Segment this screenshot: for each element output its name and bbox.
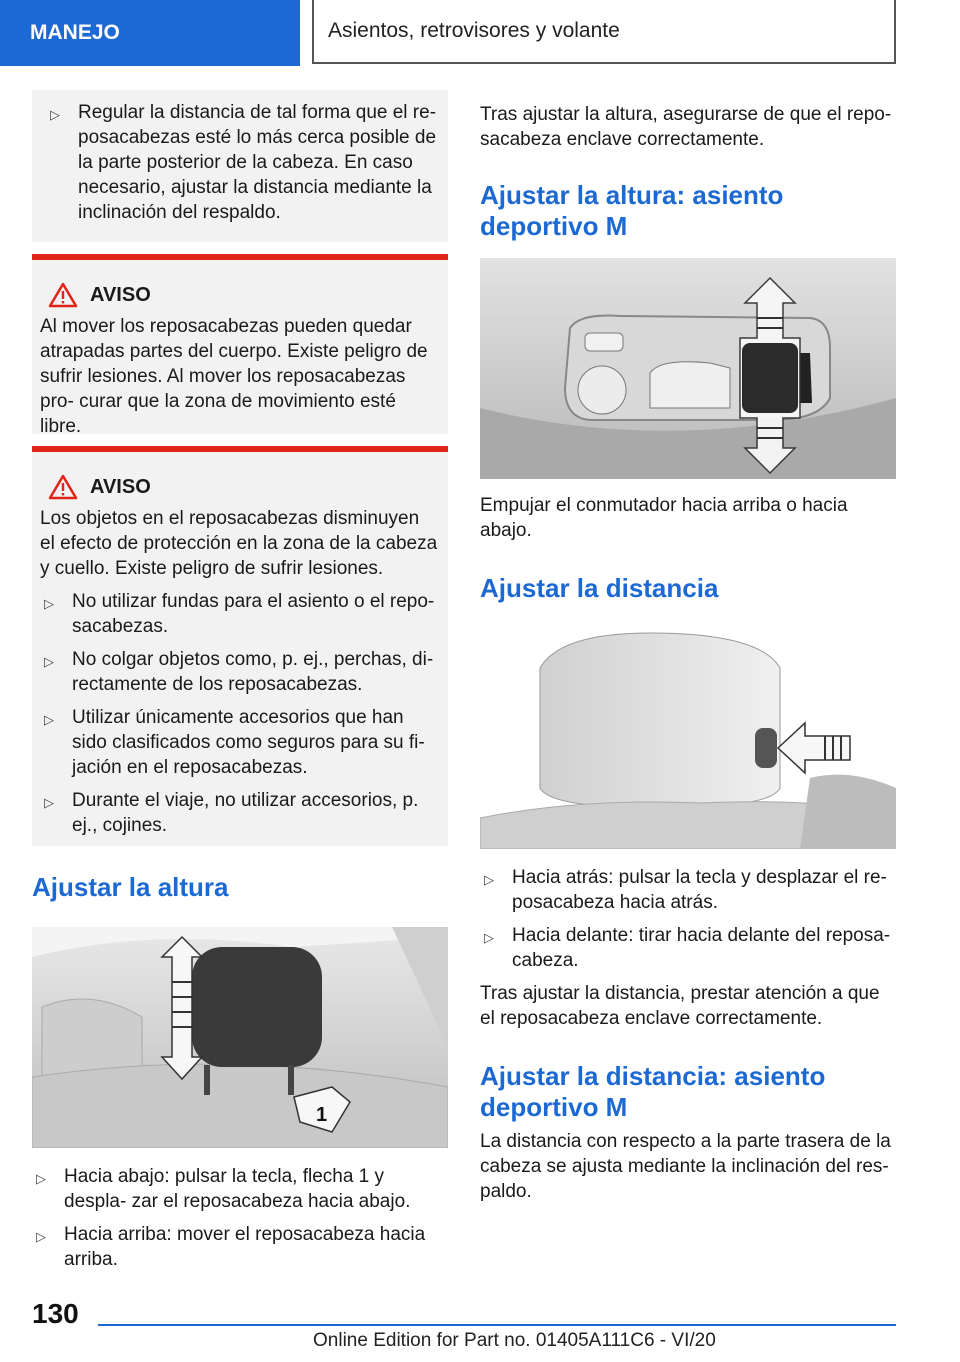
adjust-distance-box	[32, 90, 448, 242]
triangle-right-icon: ▷	[36, 1229, 46, 1244]
triangle-right-icon: ▷	[36, 1171, 46, 1186]
warning-text: Los objetos en el reposacabezas disminuyen el efecto de protección en la zona de la cabeza y cuello. Existe peligro de sufrir lesiones.	[40, 508, 438, 579]
sport-seat-switch-figure	[480, 258, 896, 479]
warning-triangle-icon	[48, 282, 78, 308]
warning-box-2	[32, 446, 448, 846]
warning-title: AVISO	[90, 283, 151, 306]
headrest-distance-illustration	[480, 628, 896, 849]
page-number: 130	[32, 1298, 79, 1329]
section-heading-sport-height: Ajustar la altura: asiento deportivo M	[480, 180, 784, 241]
headrest-distance-figure	[480, 628, 896, 849]
list-item: ▷ Regular la distancia de tal forma que el re‐ posacabezas esté lo más cerca posible de la parte posterior de la cabeza. En caso necesario, ajustar la distancia mediante la inclinación del respaldo.	[46, 100, 448, 225]
chapter-title-box	[312, 0, 896, 64]
distance-list	[480, 865, 896, 973]
list-item: ▷ Hacia delante: tirar hacia delante del reposa‐ cabeza.	[480, 923, 896, 973]
edition-text: Online Edition for Part no. 01405A111C6 - VI/20	[313, 1330, 716, 1351]
distance-note: Tras ajustar la distancia, prestar atención a que el reposacabeza enclave correctamente.	[480, 983, 880, 1029]
list-item: ▷ Hacia abajo: pulsar la tecla, flecha 1 y despla‐ zar el reposacabeza hacia abajo.	[32, 1164, 448, 1214]
sport-distance-text: La distancia con respecto a la parte trasera de la cabeza se ajusta mediante la inclinación del res‐ paldo.	[480, 1131, 891, 1202]
list-item: ▷ Hacia atrás: pulsar la tecla y desplazar el re‐ posacabeza hacia atrás.	[480, 865, 896, 915]
height-list	[32, 1164, 448, 1272]
triangle-right-icon: ▷	[44, 712, 54, 727]
triangle-right-icon: ▷	[484, 930, 494, 945]
section-title: MANEJO	[30, 21, 120, 44]
figure-callout-1: 1	[316, 1104, 328, 1126]
warning-title: AVISO	[90, 475, 151, 498]
triangle-right-icon: ▷	[44, 795, 54, 810]
warning-header	[40, 282, 438, 308]
section-heading-height: Ajustar la altura	[32, 872, 229, 902]
list-item: ▷ Utilizar únicamente accesorios que han sido clasificados como seguros para su fi‐ jación en el reposacabezas.	[40, 705, 438, 780]
section-tab	[0, 0, 300, 66]
warning-triangle-icon	[48, 474, 78, 500]
list-item: ▷ No colgar objetos como, p. ej., perchas, di‐ rectamente de los reposacabezas.	[40, 647, 438, 697]
switch-caption: Empujar el conmutador hacia arriba o hacia abajo.	[480, 495, 848, 541]
seat-switch-illustration	[480, 258, 896, 479]
right-column	[480, 90, 896, 1204]
triangle-right-icon: ▷	[44, 654, 54, 669]
height-note: Tras ajustar la altura, asegurarse de que el repo‐ sacabeza enclave correctamente.	[480, 104, 892, 150]
triangle-right-icon: ▷	[44, 596, 54, 611]
warning-header	[40, 474, 438, 500]
list-item: ▷ Hacia arriba: mover el reposacabeza hacia arriba.	[32, 1222, 448, 1272]
triangle-right-icon: ▷	[484, 872, 494, 887]
warning-text: Al mover los reposacabezas pueden quedar atrapadas partes del cuerpo. Existe peligro de sufrir lesiones. Al mover los reposacabezas pro‐ curar que la zona de movimiento esté libre.	[40, 316, 428, 437]
chapter-title: Asientos, retrovisores y volante	[328, 19, 620, 42]
headrest-height-illustration	[32, 927, 448, 1148]
list-item: ▷ No utilizar fundas para el asiento o el repo‐ sacabezas.	[40, 589, 438, 639]
section-heading-distance: Ajustar la distancia	[480, 573, 719, 603]
left-column	[32, 90, 448, 1280]
warning-box-1	[32, 254, 448, 437]
list-item: ▷ Durante el viaje, no utilizar accesorios, p. ej., cojines.	[40, 788, 438, 838]
footer-divider	[98, 1324, 896, 1326]
section-heading-sport-distance: Ajustar la distancia: asiento deportivo M	[480, 1061, 826, 1122]
triangle-right-icon: ▷	[50, 107, 60, 122]
headrest-height-figure	[32, 927, 448, 1148]
